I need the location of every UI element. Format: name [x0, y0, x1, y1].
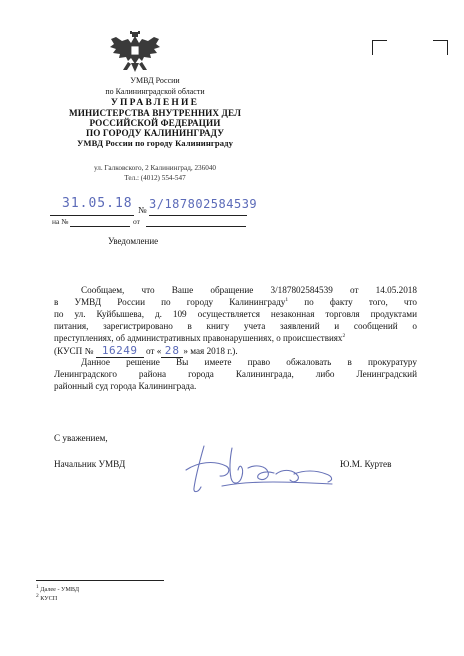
header-line-umvd: УМВД России — [130, 76, 180, 85]
kusp-prefix: (КУСП № — [54, 346, 94, 356]
body-p2-line1: Данное решение Вы имеете право обжаловать в прокуратуру — [81, 357, 417, 367]
header-line-umvd-city: УМВД России по городу Калининграду — [76, 138, 234, 148]
footnote-1 — [36, 583, 80, 593]
address-phone: Тел.: (4012) 554-547 — [124, 174, 186, 182]
double-headed-eagle-emblem-icon — [108, 30, 162, 74]
footnote-2 — [36, 592, 58, 602]
number-underline — [149, 215, 247, 216]
footnote-2-text: КУСП — [40, 595, 58, 602]
date-underline — [50, 215, 134, 216]
body-p1-line5-text: преступлениях, об административных правонарушениях, о происшествиях — [54, 333, 343, 343]
na-number-label: на № — [52, 217, 69, 226]
handwritten-date: 31.05.18 — [62, 196, 133, 211]
closing-name: Ю.М. Куртев — [340, 459, 392, 469]
closing-position: Начальник УМВД — [54, 459, 126, 469]
body-p1-line4: питания, зарегистрировано в книгу учета заявлений и сообщений о — [54, 321, 417, 331]
addressee-corner-top-right — [433, 40, 448, 55]
header-line-federation: РОССИЙСКОЙ ФЕДЕРАЦИИ — [89, 118, 221, 128]
kusp-month-year: » мая 2018 г.). — [183, 346, 238, 356]
body-p1-line1: Сообщаем, что Ваше обращение 3/187802584539 от 14.05.2018 — [81, 285, 417, 295]
body-p1-line6: (КУСП № 16249 от « 28 » мая 2018 г.). — [54, 344, 238, 357]
number-sign: № — [138, 205, 147, 215]
body-p1-line2-part-a: в УМВД России по городу Калининграду — [54, 297, 286, 307]
ot-label: от — [133, 217, 140, 226]
ot-underline — [146, 226, 246, 227]
body-p1-line3: по ул. Куйбышева, д. 109 осуществляется незаконная торговля продуктами — [54, 309, 417, 319]
na-number-underline — [70, 226, 130, 227]
handwritten-signature-icon — [182, 440, 342, 498]
header-line-upravlenie: УПРАВЛЕНИЕ — [110, 98, 200, 108]
header-line-city: ПО ГОРОДУ КАЛИНИНГРАДУ — [85, 128, 225, 138]
footnote-ref-1: 1 — [285, 296, 289, 303]
closing-regards: С уважением, — [54, 433, 108, 443]
header-line-ministry: МИНИСТЕРСТВА ВНУТРЕННИХ ДЕЛ — [68, 108, 242, 118]
notice-title: Уведомление — [108, 236, 159, 246]
addressee-corner-top-left — [372, 40, 387, 55]
address-street: ул. Галковского, 2 Калининград, 236040 — [93, 164, 217, 172]
body-p2-line3: районный суд города Калининграда. — [54, 381, 197, 391]
body-p2-line2: Ленинградского района города Калининграда, либо Ленинградский — [54, 369, 417, 379]
footnote-1-number: 1 — [36, 583, 39, 590]
footnote-2-number: 2 — [36, 592, 39, 599]
body-p1-line2 — [54, 297, 417, 309]
body-p1-line2-part-b: по факту того, что — [304, 297, 417, 307]
body-p1-line5 — [54, 333, 422, 345]
footnote-separator — [36, 580, 164, 581]
handwritten-kusp-number: 16249 — [96, 345, 144, 358]
footnote-ref-2: 2 — [342, 333, 346, 339]
handwritten-kusp-day: 28 — [161, 345, 183, 358]
footnote-1-text: Далее - УМВД — [40, 586, 80, 593]
header-line-region: по Калининградской области — [105, 87, 205, 96]
kusp-from-label: от — [145, 346, 155, 356]
handwritten-number: 3/187802584539 — [149, 197, 258, 211]
